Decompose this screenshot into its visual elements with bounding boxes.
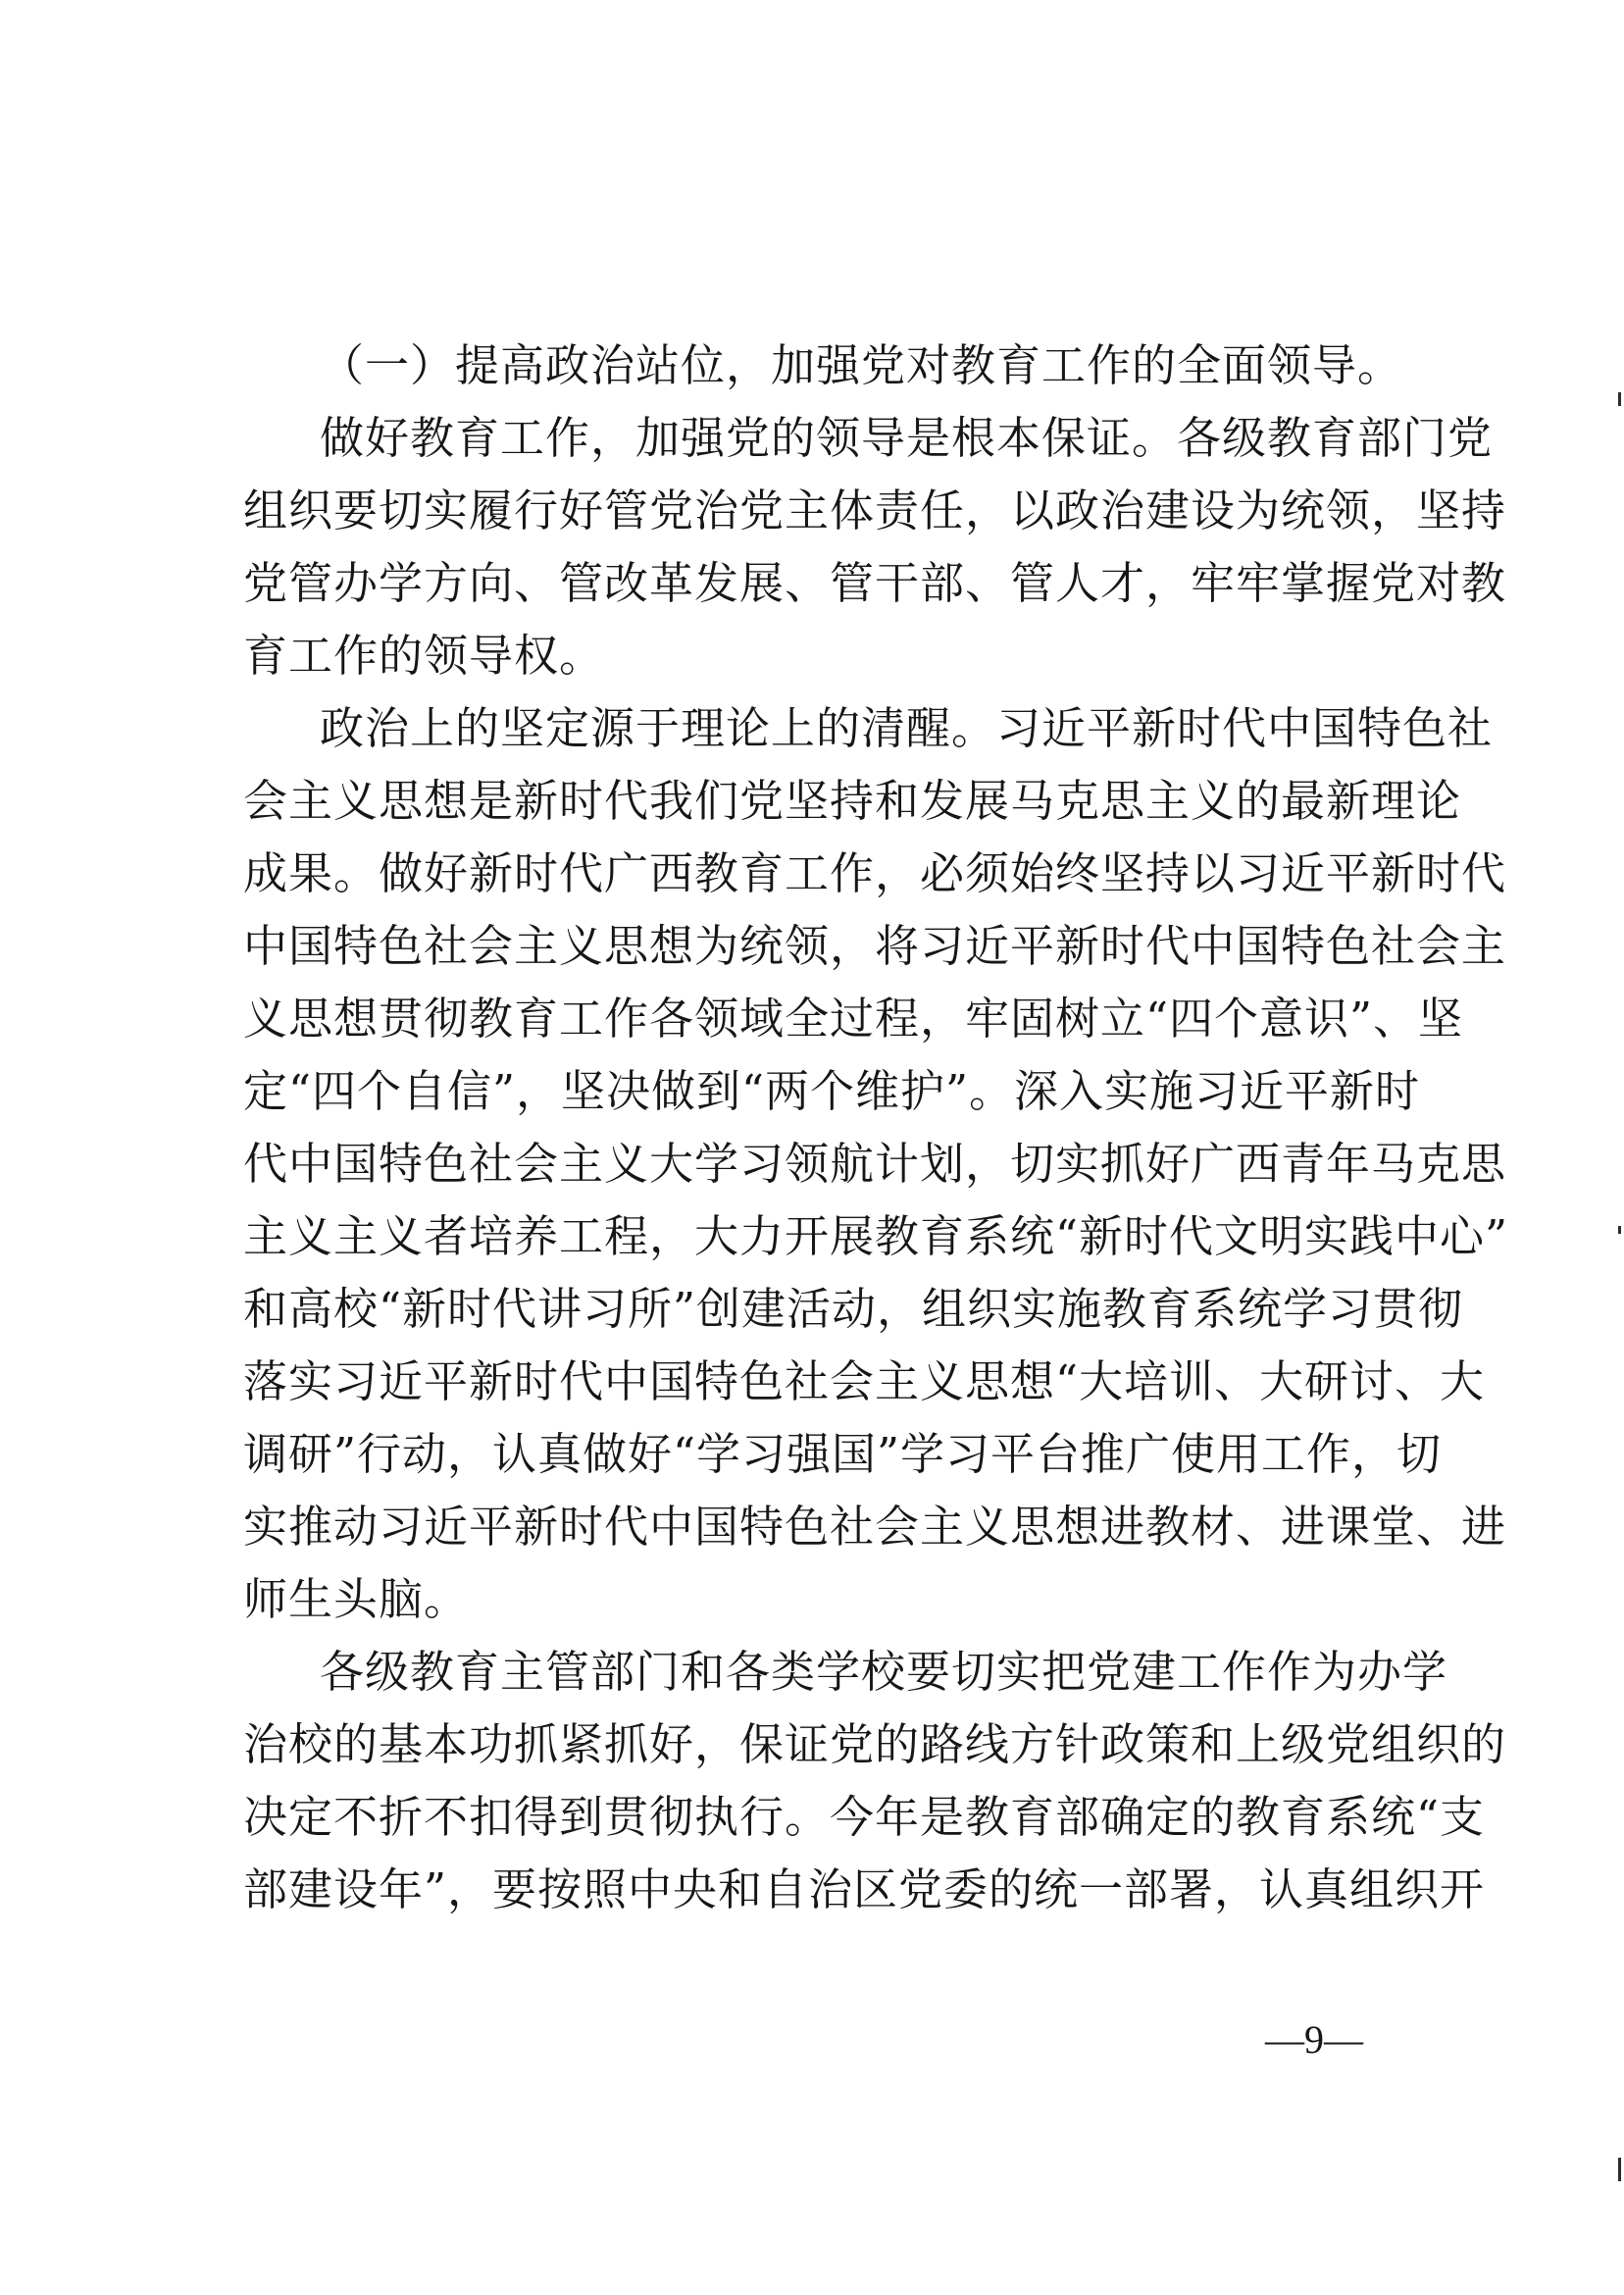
paragraph-line: 育工作的领导权。 bbox=[243, 630, 605, 682]
paragraph-line: 政治上的坚定源于理论上的清醒。习近平新时代中国特色社 bbox=[320, 702, 1494, 754]
paragraph-line: 决定不折不扣得到贯彻执行。今年是教育部确定的教育系统“支 bbox=[243, 1791, 1486, 1843]
paragraph-line: 中国特色社会主义思想为统领，将习近平新时代中国特色社会主 bbox=[243, 920, 1507, 972]
paragraph-line: 会主义思想是新时代我们党坚持和发展马克思主义的最新理论 bbox=[243, 775, 1462, 827]
paragraph-line: 党管办学方向、管改革发展、管干部、管人才，牢牢掌握党对教 bbox=[243, 557, 1507, 609]
paragraph-line: 成果。做好新时代广西教育工作，必须始终坚持以习近平新时代 bbox=[243, 847, 1507, 899]
scan-edge-mark bbox=[1618, 1226, 1621, 1234]
paragraph-line: 义思想贯彻教育工作各领域全过程，牢固树立“四个意识”、坚 bbox=[243, 993, 1464, 1045]
paragraph-line: 师生头脑。 bbox=[243, 1573, 470, 1625]
paragraph-line: 部建设年”，要按照中央和自治区党委的统一部署，认真组织开 bbox=[243, 1863, 1486, 1915]
paragraph-line: 实推动习近平新时代中国特色社会主义思想进教材、进课堂、进 bbox=[243, 1501, 1507, 1553]
paragraph-line: 治校的基本功抓紧抓好，保证党的路线方针政策和上级党组织的 bbox=[243, 1718, 1507, 1770]
paragraph-line: 和高校“新时代讲习所”创建活动，组织实施教育系统学习贯彻 bbox=[243, 1283, 1464, 1335]
paragraph-line: 代中国特色社会主义大学习领航计划，切实抓好广西青年马克思 bbox=[243, 1138, 1507, 1190]
scan-edge-mark bbox=[1618, 2158, 1621, 2181]
paragraph-line: 落实习近平新时代中国特色社会主义思想“大培训、大研讨、大 bbox=[243, 1355, 1486, 1407]
paragraph-line: 组织要切实履行好管党治党主体责任，以政治建设为统领，坚持 bbox=[243, 484, 1507, 536]
page-number: —9— bbox=[1265, 2017, 1363, 2062]
paragraph-line: 定“四个自信”，坚决做到“两个维护”。深入实施习近平新时 bbox=[243, 1065, 1421, 1117]
scan-edge-mark bbox=[1618, 392, 1621, 406]
paragraph-line: 各级教育主管部门和各类学校要切实把党建工作作为办学 bbox=[320, 1646, 1448, 1698]
paragraph-line: 主义主义者培养工程，大力开展教育系统“新时代文明实践中心” bbox=[243, 1210, 1509, 1262]
paragraph-line: 调研”行动，认真做好“学习强国”学习平台推广使用工作，切 bbox=[243, 1428, 1443, 1480]
paragraph-line: 做好教育工作，加强党的领导是根本保证。各级教育部门党 bbox=[320, 412, 1494, 464]
section-heading: （一）提高政治站位，加强党对教育工作的全面领导。 bbox=[320, 339, 1403, 391]
body-text bbox=[243, 330, 1509, 1926]
